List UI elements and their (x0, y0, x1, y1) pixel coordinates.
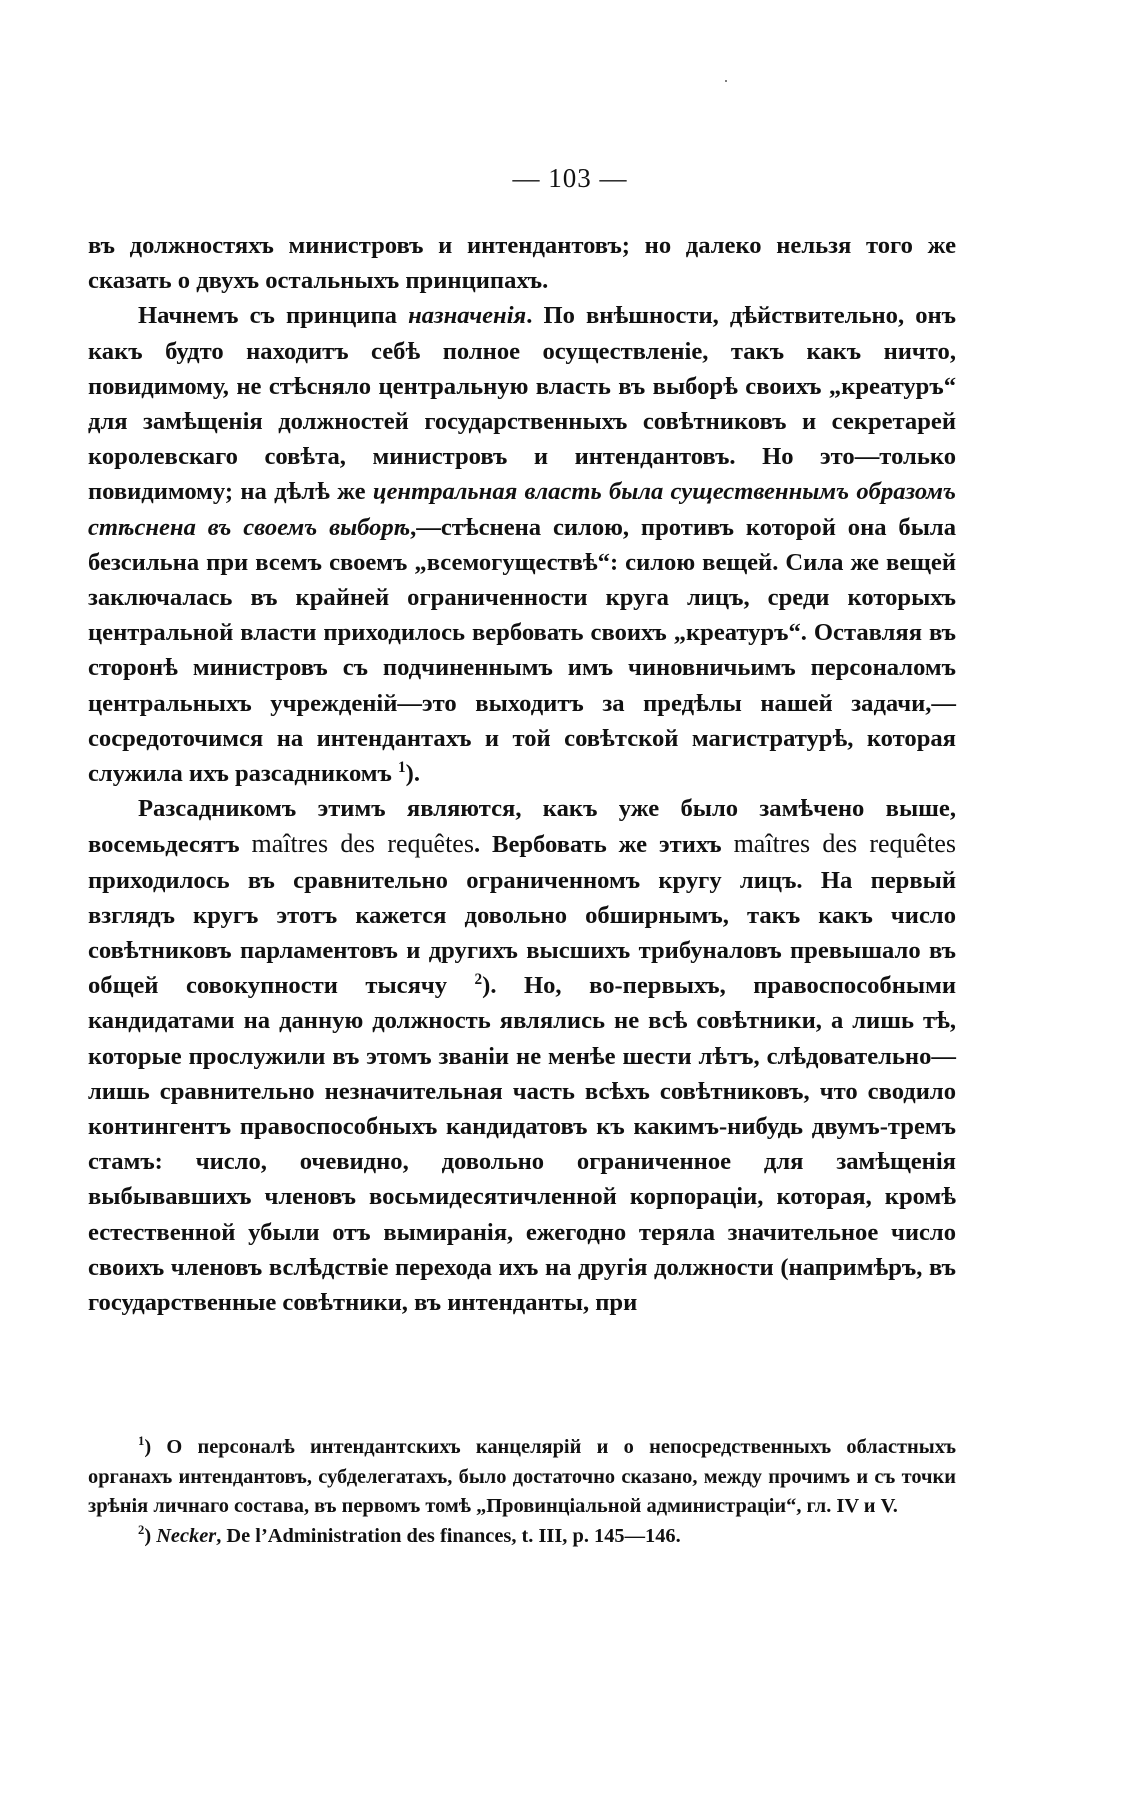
text-run: въ должностяхъ министровъ и интендантовъ; но далеко нельзя того же сказать о двухъ остальныхъ принципахъ. (88, 232, 956, 295)
footnote-ref: 2 (474, 971, 483, 989)
footnotes (88, 1433, 956, 1551)
text-run: ). Но, во-первыхъ, правоспособными кандидатами на данную должность являлись не всѣ совѣтники, а лишь тѣ, которые прослужили въ этомъ званіи не менѣе шести лѣтъ, слѣдовательно—лишь сравнительно незначительная часть всѣхъ совѣтниковъ, что сводило контингентъ правоспособныхъ кандидатовъ къ какимъ-нибудь двумъ-тремъ стамъ: число, очевидно, довольно ограниченное для замѣщенія выбывавшихъ членовъ восьмидесятичленной корпораціи, которая, кромѣ естественной убыли отъ вымиранія, ежегодно теряла значительное число своихъ членовъ вслѣдствіе перехода ихъ на другія должности (напримѣръ, въ государственные совѣтники, въ интенданты, при (88, 972, 957, 1317)
paragraph (88, 791, 956, 1320)
footnote (88, 1433, 956, 1522)
text-run: ) О персоналѣ интендантскихъ канцелярій и о непосредственныхъ областныхъ органахъ интендантовъ, субделегатахъ, было достаточно сказано, между прочимъ и съ точки зрѣнія личнаго состава, въ первомъ томѣ „Провинціальной администраціи“, гл. IV и V. (88, 1436, 956, 1517)
text-run: приходилось въ сравнительно ограниченномъ кругу лицъ. На первый взглядъ кругъ этотъ кажется довольно обширнымъ, такъ какъ число совѣтниковъ парламентовъ и другихъ высшихъ трибуналовъ превышало въ общей совокупности тысячу (88, 866, 956, 1000)
footnote (88, 1522, 956, 1552)
text-run: . Вербовать же этихъ (473, 831, 734, 859)
italic-text: назначенія (408, 302, 527, 330)
latin-term: maîtres des requêtes (251, 829, 474, 859)
footnote-ref: 1 (138, 1434, 145, 1449)
italic-text: Necker (156, 1524, 217, 1547)
latin-term: maîtres des requêtes (733, 829, 956, 859)
scan-speck (725, 80, 727, 82)
text-run: . По внѣшности, дѣйствительно, онъ какъ будто находитъ себѣ полное осуществленіе, такъ какъ ничто, повидимому, не стѣсняло центральную власть въ выборѣ своихъ „креатуръ“ для замѣщенія должностей государственныхъ совѣтниковъ и секретарей королевскаго совѣта, министровъ и интендантовъ. Но это—только повидимому; на дѣлѣ же (88, 302, 957, 506)
italic-text: центральная власть была существеннымъ образомъ стѣснена въ своемъ выборѣ (88, 478, 956, 541)
page-number: — 103 — (512, 163, 628, 193)
text-run: Разсадникомъ этимъ являются, какъ уже было замѣчено выше, восемьдесятъ (88, 795, 956, 859)
main-text (88, 228, 956, 1320)
paragraph (88, 228, 956, 298)
text-run: ) (144, 1524, 157, 1547)
text-run: , De l’Administration des finances, t. III, p. 145—146. (216, 1524, 681, 1547)
text-run: Начнемъ съ принципа (138, 302, 409, 330)
text-run: ). (405, 760, 420, 788)
paragraph (88, 298, 956, 791)
footnote-ref: 2 (138, 1522, 145, 1537)
footnote-ref: 1 (398, 758, 406, 776)
text-run: ,—стѣснена силою, противъ которой она была безсильна при всемъ своемъ „всемогуществѣ“: силою вещей. Сила же вещей заключалась въ крайней ограниченности круга лицъ, среди которыхъ центральной власти приходилось вербовать своихъ „креатуръ“. Оставляя въ сторонѣ министровъ съ подчиненнымъ имъ чиновничьимъ персоналомъ центральныхъ учрежденій—это выходитъ за предѣлы нашей задачи,—сосредоточимся на интендантахъ и той совѣтской магистратурѣ, которая служила ихъ разсадникомъ (88, 513, 956, 788)
